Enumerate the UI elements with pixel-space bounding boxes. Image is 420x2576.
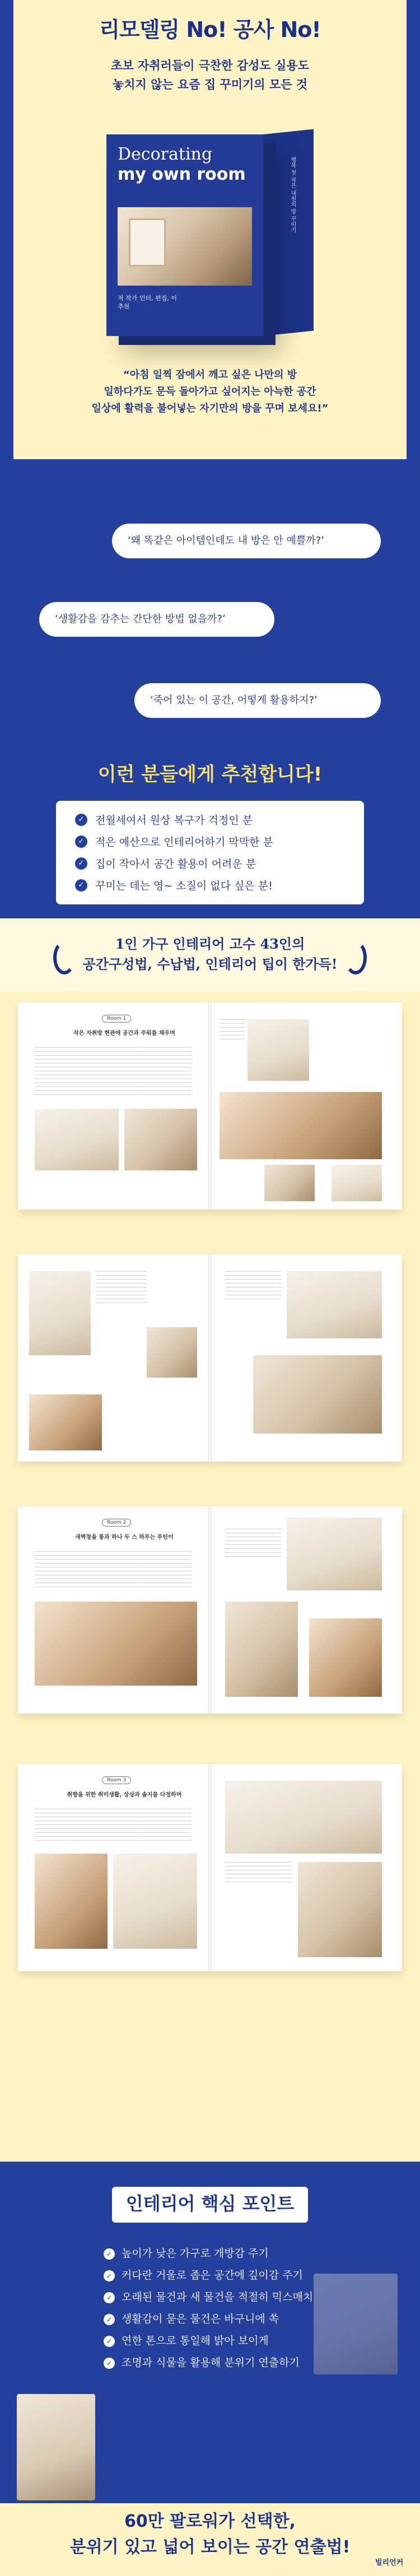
caption-text (220, 1019, 245, 1042)
room-photo (220, 1092, 382, 1159)
room-photo (35, 1854, 108, 1949)
check-icon: ✓ (104, 2358, 115, 2369)
quote-line-3: 일상에 활력을 불어넣는 자기만의 방을 꾸며 보세요!” (91, 403, 329, 414)
keypoint-item (104, 2352, 395, 2374)
headline: 리모델링 No! 공사 No! (99, 17, 321, 42)
recommend-title: 이런 분들에게 추천합니다! (97, 763, 323, 786)
recommend-item (75, 874, 345, 896)
room-photo (147, 1327, 197, 1378)
room-photo (113, 1854, 197, 1949)
caption-text (96, 1271, 147, 1305)
keypoint-item-text: 높이가 낮은 가구로 개방감 주기 (122, 2247, 269, 2260)
body-text (35, 1047, 192, 1098)
recommend-list (56, 801, 364, 904)
book-title-2: my own room (118, 165, 246, 184)
recommend-item-text: 꾸미는 데는 영~ 소질이 없다 싶은 분! (95, 880, 273, 892)
check-icon: ✓ (75, 814, 87, 826)
check-icon: ✓ (104, 2270, 115, 2281)
recommend-item-text: 전월세여서 원상 복구가 걱정인 분 (95, 814, 253, 827)
keypoint-list (104, 2243, 395, 2374)
check-icon: ✓ (75, 836, 87, 848)
final-line-1: 60만 팔로워가 선택한, (124, 2512, 296, 2531)
room-photo (29, 1394, 102, 1450)
keypoint-item (104, 2330, 395, 2352)
room-photo (248, 1019, 309, 1081)
book-title-1: Decorating (118, 144, 213, 164)
keypoint-item (104, 2265, 395, 2286)
quote-line-1: “아침 일찍 잠에서 깨고 싶은 나만의 방 (123, 369, 297, 381)
room-photo (253, 1355, 382, 1434)
caption-text (225, 1529, 281, 1557)
room-photo (29, 1271, 91, 1355)
keypoint-item-text: 커다란 거울로 좁은 공간에 깊이감 주기 (122, 2269, 303, 2281)
subline-1: 초보 자취러들이 극찬한 감성도 실용도 (111, 59, 309, 72)
keypoint-item-text: 조명과 식물을 활용해 분위기 연출하기 (122, 2356, 300, 2369)
room-photo (287, 1271, 382, 1338)
room-badge: Room 1 (102, 1015, 131, 1023)
room-photo (309, 1618, 382, 1697)
room-photo (225, 1602, 298, 1697)
book-author: 저 작가 인터, 편집, 이 추천 (118, 295, 177, 310)
subline (0, 56, 420, 94)
check-icon: ✓ (104, 2292, 115, 2303)
recommend-item (75, 852, 345, 874)
room-photo (264, 1165, 315, 1201)
room-photo (124, 1109, 197, 1170)
room-photo (35, 1109, 119, 1170)
room-photo (225, 1781, 382, 1854)
question-bubble: ‘죽어 있는 이 공간, 어떻게 활용하지?’ (134, 683, 381, 718)
question-bubble: ‘왜 똑같은 아이템인데도 내 방은 안 예쁠까?’ (112, 524, 381, 558)
recommend-item-text: 적은 예산으로 인테리어하기 막막한 분 (95, 836, 273, 848)
final-line-2: 분위기 있고 넓어 보이는 공간 연출법! (69, 2537, 351, 2557)
room-badge: Room 2 (102, 1519, 131, 1527)
check-icon: ✓ (104, 2336, 115, 2347)
keypoint-item (104, 2286, 395, 2308)
book-cover-photo (118, 207, 252, 286)
quote-line-2: 일하다가도 문득 돌아가고 싶어지는 아늑한 공간 (104, 386, 316, 398)
spread-heading: 새벽창을 통과 하나 두 스 하루는 루틴이 (75, 1534, 174, 1541)
keypoint-item-text: 연한 톤으로 통일해 밝아 보이게 (122, 2335, 269, 2347)
room-photo (298, 1862, 382, 1957)
check-icon: ✓ (75, 879, 87, 892)
recommend-item-text: 집이 작아서 공간 활용이 어려운 분 (95, 858, 256, 870)
body-text (35, 1551, 192, 1590)
subline-2: 놓치지 않는 요즘 집 꾸미기의 모든 것 (112, 78, 308, 91)
book-spread (18, 1764, 402, 1971)
banner-line-2: 공간구성법, 수납법, 인테리어 팁이 한가득! (82, 956, 338, 972)
recommend-item (75, 809, 345, 830)
spread-heading: 취향을 위한 취미생활, 상상과 솔지를 다정하며 (67, 1792, 182, 1798)
caption-text (225, 1862, 292, 1884)
recommend-item (75, 830, 345, 852)
room-photo (287, 1518, 382, 1590)
check-icon: ✓ (104, 2314, 115, 2325)
book-spread (18, 1506, 402, 1714)
room-badge: Room 3 (102, 1776, 131, 1784)
book-spine-subtitle: 행복 첫 작은 내원의 방 꾸미기 (290, 157, 296, 233)
check-icon: ✓ (104, 2248, 115, 2260)
decor-photo (17, 2394, 95, 2500)
keypoint-item (104, 2308, 395, 2330)
body-text (35, 1809, 192, 1842)
keypoint-title: 인테리어 핵심 포인트 (112, 2187, 308, 2223)
room-photo (35, 1602, 197, 1686)
check-icon: ✓ (75, 857, 87, 870)
expert-banner-text (0, 934, 420, 974)
keypoint-item-text: 오래된 물건과 새 물건을 적절히 믹스매치 (122, 2291, 314, 2303)
room-photo (332, 1165, 382, 1201)
keypoint-item (104, 2243, 395, 2265)
banner-line-1: 1인 가구 인테리어 고수 43인의 (115, 936, 305, 952)
book-spread (18, 1254, 402, 1462)
spread-heading: 작은 자취방 현관에 공간과 주워를 채우며 (73, 1030, 175, 1037)
publisher-logo: 빌리언커 (375, 2559, 404, 2567)
hero-quote (0, 367, 420, 417)
question-bubble: ‘생활감을 감추는 간단한 방법 없을까?’ (39, 602, 274, 637)
keypoint-item-text: 생활감이 묻은 물건은 바구니에 쏙 (122, 2313, 279, 2325)
final-tagline (0, 2509, 420, 2560)
caption-text (225, 1271, 281, 1299)
book-spread (18, 1002, 402, 1210)
